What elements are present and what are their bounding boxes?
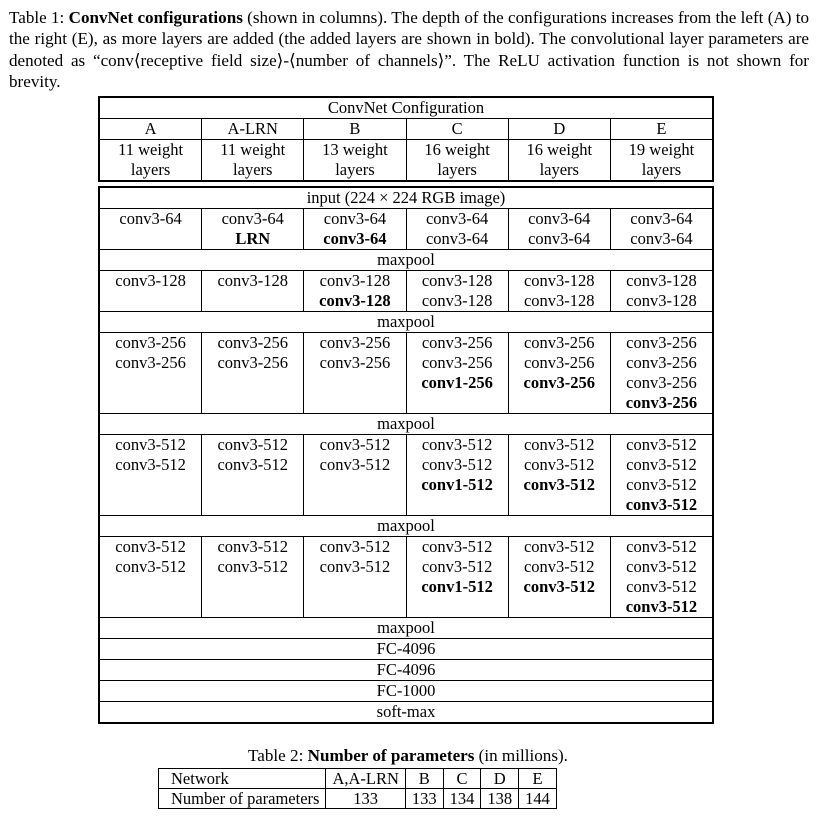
layer-cell-a (100, 209, 201, 249)
tail-rows (98, 617, 714, 724)
layer-cell-a-lrn (201, 271, 303, 311)
layer-entry: conv3-256 (115, 333, 186, 352)
parameters-header-cell: E (519, 769, 557, 789)
caption1-title: ConvNet configurations (68, 8, 243, 27)
layer-entry: conv3-128 (626, 271, 697, 290)
config-header-title: ConvNet Configuration (98, 96, 714, 118)
config-depth-b (303, 140, 405, 180)
depth-line: layers (437, 160, 477, 179)
layer-entry: conv3-512 (319, 557, 391, 576)
config-depth-e (610, 140, 712, 180)
parameters-value-cell: 133 (326, 789, 405, 809)
depth-line: 16 weight (526, 140, 593, 159)
parameters-table (158, 768, 557, 809)
layer-entry: conv3-128 (421, 271, 493, 290)
layer-cell-b (303, 435, 405, 515)
layer-cell-d (508, 333, 610, 413)
layer-entry: conv3-256 (523, 333, 595, 352)
convnet-config-table (98, 96, 714, 724)
config-depth-a (100, 140, 201, 180)
tail-row: FC-1000 (98, 680, 714, 701)
layer-cell-a (100, 333, 201, 413)
parameters-value-cell: 138 (481, 789, 519, 809)
tail-row: FC-4096 (98, 638, 714, 659)
layer-cell-e (610, 271, 712, 311)
config-name-c: C (406, 119, 508, 139)
layer-cell-c (406, 271, 508, 311)
layer-entry: conv3-512 (115, 455, 186, 474)
layer-entry: conv3-256 (319, 333, 391, 352)
layer-entry: conv3-512 (626, 557, 697, 576)
parameters-header-cell: C (443, 769, 481, 789)
parameters-value-cell: 144 (519, 789, 557, 809)
layer-entry: conv1-512 (421, 577, 493, 596)
parameters-value-row (159, 789, 557, 809)
layer-cell-a (100, 435, 201, 515)
depth-line: 11 weight (220, 140, 286, 159)
maxpool-row: maxpool (98, 311, 714, 332)
layer-cell-c (406, 333, 508, 413)
layer-entry: conv3-128 (626, 291, 697, 310)
layer-entry: conv3-512 (217, 455, 289, 474)
layer-entry: conv3-512 (217, 537, 289, 556)
layer-cell-a-lrn (201, 209, 303, 249)
depth-line: layers (335, 160, 375, 179)
layer-entry: conv3-512 (115, 537, 186, 556)
layer-entry: conv3-256 (626, 353, 697, 372)
caption1-label: Table 1: (9, 8, 65, 27)
depth-line: layers (130, 160, 171, 179)
tail-row: maxpool (98, 617, 714, 638)
config-name-a-lrn: A-LRN (201, 119, 303, 139)
layer-cell-b (303, 333, 405, 413)
parameters-value-cell: Number of parameters (159, 789, 326, 809)
layer-cell-c (406, 537, 508, 617)
layer-entry: conv3-256 (523, 353, 595, 372)
layer-entry: conv3-256 (523, 373, 596, 392)
parameters-value-cell: 133 (405, 789, 443, 809)
parameters-header-cell: B (405, 769, 443, 789)
input-row: input (224 × 224 RGB image) (98, 186, 714, 208)
layer-entry: conv3-512 (115, 557, 186, 576)
caption2-text: (in millions). (478, 746, 568, 765)
layer-entry: conv3-64 (528, 229, 591, 248)
layer-cell-d (508, 537, 610, 617)
layer-entry: conv3-64 (221, 209, 284, 228)
layer-cell-b (303, 537, 405, 617)
config-depth-d (508, 140, 610, 180)
maxpool-row: maxpool (98, 413, 714, 434)
layer-entry: conv3-512 (115, 435, 186, 454)
layer-entry: conv3-512 (626, 435, 697, 454)
config-column-names (98, 118, 714, 139)
caption1-text: (shown in columns). The depth of the configurations increases from the left (A) to the right (E), as more layers are added (the added layers are shown in bold). The convolutional layer parameters are denoted as “conv⟨receptive field size⟩-⟨number of channels⟩”. The ReLU activation function is not shown for brevity. (9, 8, 810, 92)
layer-cell-a (100, 537, 201, 617)
maxpool-row: maxpool (98, 249, 714, 270)
layer-entry: conv3-512 (523, 557, 595, 576)
layer-entry: conv3-512 (421, 537, 493, 556)
depth-line: 11 weight (118, 140, 184, 159)
layer-cell-e (610, 537, 712, 617)
conv-block-row (98, 270, 714, 311)
layer-entry: conv3-128 (319, 291, 391, 310)
depth-line: layers (539, 160, 579, 179)
layer-entry: conv3-128 (319, 271, 391, 290)
layer-entry: conv1-512 (421, 475, 493, 494)
layer-entry: conv3-256 (421, 353, 493, 372)
parameters-header-row (159, 769, 557, 789)
layer-entry: conv3-256 (626, 373, 697, 392)
layer-entry: conv3-512 (523, 537, 595, 556)
config-name-a: A (144, 119, 157, 138)
layer-entry: conv3-128 (523, 271, 595, 290)
config-depth-c (406, 140, 508, 180)
layer-cell-c (406, 435, 508, 515)
layer-cell-d (508, 271, 610, 311)
layer-entry: conv3-512 (625, 597, 698, 616)
layer-entry: conv3-256 (625, 393, 698, 412)
parameters-header-cell: D (481, 769, 519, 789)
depth-line: layers (233, 160, 273, 179)
layer-entry: conv3-64 (425, 209, 489, 228)
layer-entry: conv3-512 (523, 435, 595, 454)
layer-entry: conv3-64 (630, 209, 693, 228)
layer-entry: conv3-512 (523, 455, 595, 474)
conv-block-row (98, 332, 714, 413)
layer-entry: conv3-512 (626, 455, 697, 474)
conv-block-row (98, 536, 714, 617)
tail-row: FC-4096 (98, 659, 714, 680)
layer-entry: conv3-64 (630, 229, 693, 248)
maxpool-row: maxpool (98, 515, 714, 536)
layer-entry: conv3-512 (217, 435, 289, 454)
layer-entry: conv3-128 (421, 291, 493, 310)
layer-entry: conv3-128 (523, 291, 595, 310)
layer-cell-d (508, 435, 610, 515)
caption2-title: Number of parameters (307, 746, 475, 765)
layer-entry: conv3-512 (626, 537, 697, 556)
tail-row: soft-max (98, 701, 714, 724)
layer-entry: conv3-128 (217, 271, 289, 290)
table1-caption (9, 7, 809, 93)
layer-entry: conv3-512 (217, 557, 289, 576)
layer-entry: conv3-64 (119, 209, 182, 228)
layer-entry: conv3-256 (115, 353, 186, 372)
layer-entry: conv3-512 (625, 495, 698, 514)
layer-entry: conv3-256 (217, 353, 289, 372)
layer-cell-d (508, 209, 610, 249)
layer-cell-b (303, 209, 405, 249)
conv-block-row (98, 208, 714, 249)
layer-entry: conv3-512 (626, 577, 697, 596)
layer-entry: conv3-512 (421, 557, 493, 576)
layer-entry: LRN (235, 229, 271, 248)
layer-cell-b (303, 271, 405, 311)
layer-entry: conv3-64 (425, 229, 489, 248)
depth-line: 19 weight (628, 140, 695, 159)
parameters-header-cell: A,A-LRN (326, 769, 405, 789)
layer-entry: conv1-256 (421, 373, 493, 392)
caption2-label: Table 2: (248, 746, 304, 765)
conv-block-row (98, 434, 714, 515)
depth-line: 13 weight (322, 140, 388, 159)
config-name-d: D (508, 119, 610, 139)
config-name-e: E (610, 119, 712, 139)
layer-entry: conv3-64 (323, 229, 387, 248)
layer-cell-e (610, 435, 712, 515)
depth-line: 16 weight (424, 140, 490, 159)
table2-caption (0, 745, 816, 766)
layer-entry: conv3-512 (523, 475, 596, 494)
layer-entry: conv3-512 (523, 577, 596, 596)
layer-entry: conv3-256 (217, 333, 289, 352)
layer-entry: conv3-256 (319, 353, 391, 372)
config-depth-a-lrn (201, 140, 303, 180)
layer-cell-a-lrn (201, 333, 303, 413)
layer-entry: conv3-64 (323, 209, 387, 228)
layer-entry: conv3-512 (421, 455, 493, 474)
layer-entry: conv3-512 (626, 475, 697, 494)
layer-entry: conv3-64 (528, 209, 591, 228)
layer-cell-e (610, 333, 712, 413)
config-name-b: B (303, 119, 405, 139)
layer-entry: conv3-128 (115, 271, 186, 290)
layer-entry: conv3-512 (319, 537, 391, 556)
layer-cell-c (406, 209, 508, 249)
depth-line: layers (641, 160, 682, 179)
layer-entry: conv3-256 (626, 333, 697, 352)
conv-blocks (98, 208, 714, 617)
parameters-header-cell: Network (159, 769, 326, 789)
layer-cell-a (100, 271, 201, 311)
layer-cell-a-lrn (201, 435, 303, 515)
layer-cell-e (610, 209, 712, 249)
layer-cell-a-lrn (201, 537, 303, 617)
layer-entry: conv3-512 (421, 435, 493, 454)
parameters-value-cell: 134 (443, 789, 481, 809)
config-column-depths (98, 139, 714, 182)
layer-entry: conv3-256 (421, 333, 493, 352)
layer-entry: conv3-512 (319, 435, 391, 454)
layer-entry: conv3-512 (319, 455, 391, 474)
